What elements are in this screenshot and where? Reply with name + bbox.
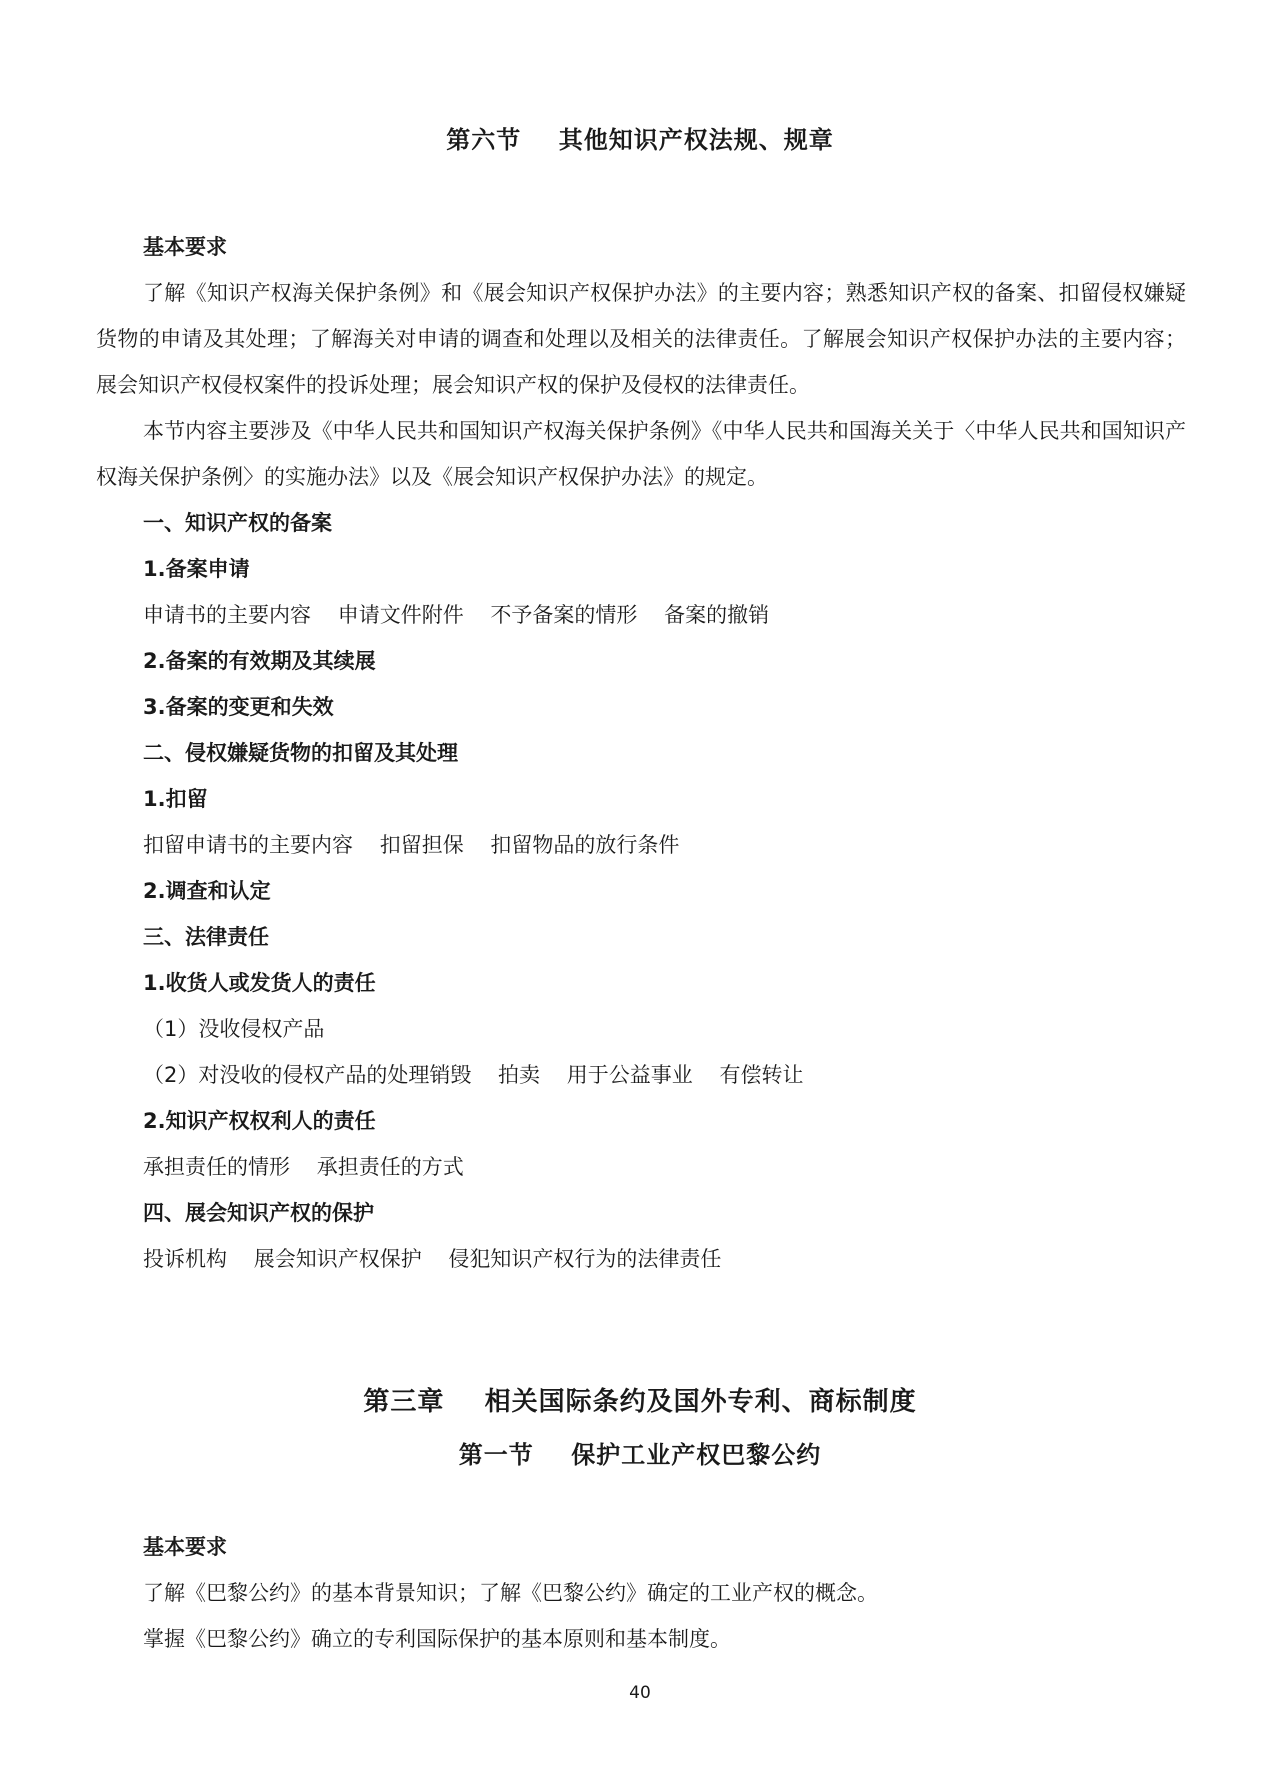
outline-heading-detention: 二、侵权嫌疑货物的扣留及其处理 [143, 741, 458, 765]
requirements-paragraph: 了解《知识产权海关保护条例》和《展会知识产权保护办法》的主要内容；熟悉知识产权的备案、扣留侵权嫌疑货物的申请及其处理；了解海关对申请的调查和处理以及相关的法律责任。了解展会知识产权保护办法的主要内容；展会知识产权侵权案件的投诉处理；展会知识产权的保护及侵权的法律责任。 [96, 281, 1186, 397]
chapter-requirements-heading: 基本要求 [143, 1535, 227, 1559]
outline-items-filing-application: 申请书的主要内容 申请文件附件 不予备案的情形 备案的撤销 [143, 603, 770, 627]
outline-items-detention: 扣留申请书的主要内容 扣留担保 扣留物品的放行条件 [143, 833, 680, 857]
outline-subheading-filing-change: 3.备案的变更和失效 [143, 695, 334, 719]
requirements-heading: 基本要求 [143, 235, 227, 259]
chapter-title: 第三章 相关国际条约及国外专利、商标制度 [363, 1387, 917, 1417]
outline-heading-liability: 三、法律责任 [143, 925, 269, 949]
scope-paragraph: 本节内容主要涉及《中华人民共和国知识产权海关保护条例》《中华人民共和国海关关于〈中华人民共和国知识产权海关保护条例〉的实施办法》以及《展会知识产权保护办法》的规定。 [96, 419, 1186, 489]
chapter-requirements-line-2: 掌握《巴黎公约》确立的专利国际保护的基本原则和基本制度。 [143, 1627, 731, 1651]
outline-items-exhibition: 投诉机构 展会知识产权保护 侵犯知识产权行为的法律责任 [143, 1247, 722, 1271]
outline-item-confiscation: （1）没收侵权产品 [143, 1017, 325, 1041]
outline-subheading-holder-liability: 2.知识产权权利人的责任 [143, 1109, 376, 1133]
page-number: 40 [629, 1683, 651, 1703]
chapter-section-title: 第一节 保护工业产权巴黎公约 [458, 1441, 822, 1469]
outline-heading-filing: 一、知识产权的备案 [143, 511, 332, 535]
chapter-requirements-line-1: 了解《巴黎公约》的基本背景知识；了解《巴黎公约》确定的工业产权的概念。 [143, 1581, 878, 1605]
outline-subheading-filing-validity: 2.备案的有效期及其续展 [143, 649, 376, 673]
outline-subheading-filing-application: 1.备案申请 [143, 557, 250, 581]
outline-subheading-detention: 1.扣留 [143, 787, 208, 811]
outline-subheading-investigation: 2.调查和认定 [143, 879, 271, 903]
outline-subheading-consignee-liability: 1.收货人或发货人的责任 [143, 971, 376, 995]
outline-item-disposal: （2）对没收的侵权产品的处理销毁 拍卖 用于公益事业 有偿转让 [143, 1063, 804, 1087]
outline-heading-exhibition: 四、展会知识产权的保护 [143, 1201, 374, 1225]
outline-items-holder-liability: 承担责任的情形 承担责任的方式 [143, 1155, 464, 1179]
section-title: 第六节 其他知识产权法规、规章 [446, 126, 834, 154]
